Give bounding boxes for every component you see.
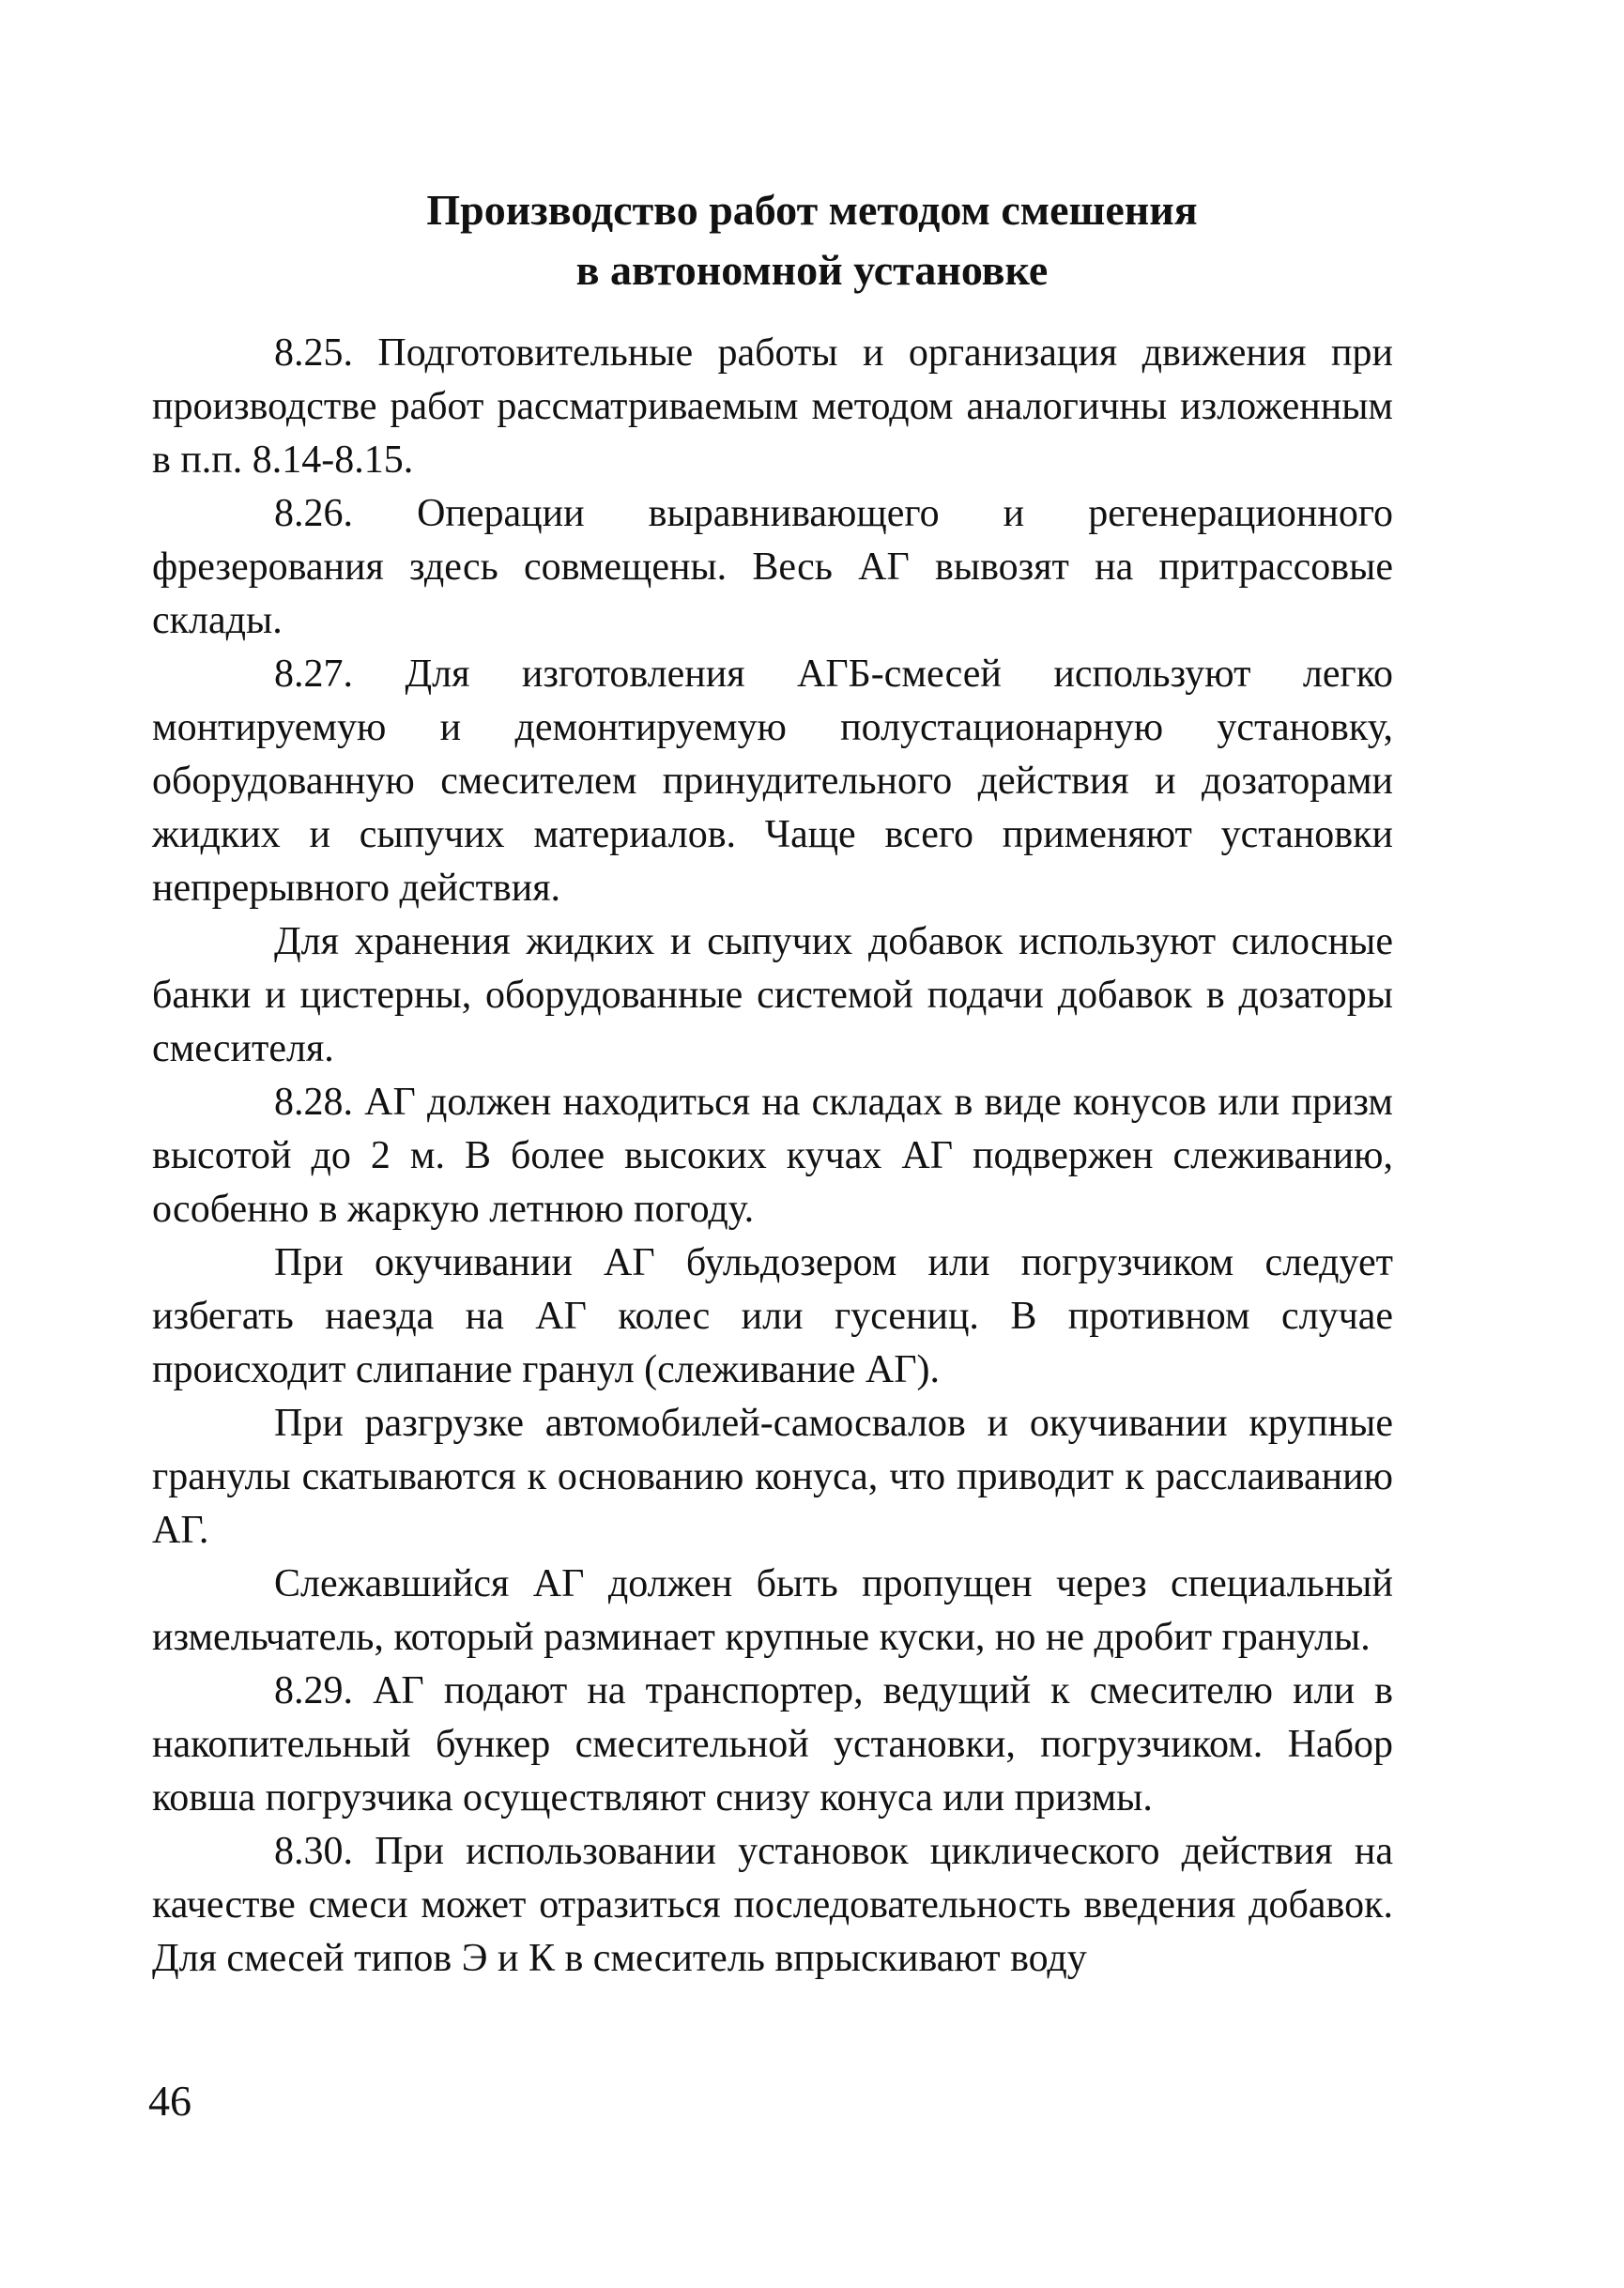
paragraph-unloading: При разгрузке автомобилей-самосвалов и окучивании крупные гранулы скатываются к основанию конуса, что приводит к расслаиванию АГ. bbox=[152, 1402, 1393, 1552]
paragraph-piling: При окучивании АГ бульдозером или погрузчиком следует избегать наезда на АГ колес или гусениц. В противном случае происходит слипание гранул (слеживание АГ). bbox=[152, 1241, 1393, 1391]
paragraph-8-30: 8.30. При использовании установок циклического действия на качестве смеси может отразиться последовательность введения добавок. Для смесей типов Э и К в смеситель впрыскивают воду bbox=[152, 1830, 1393, 1980]
paragraph-8-25: 8.25. Подготовительные работы и организация движения при производстве работ рассматриваемым методом аналогичны изложенным в п.п. 8.14-8.15. bbox=[152, 331, 1393, 482]
body-text bbox=[152, 327, 1393, 1986]
page-number: 46 bbox=[148, 2077, 192, 2125]
paragraph-8-29: 8.29. АГ подают на транспортер, ведущий к смесителю или в накопительный бункер смесительной установки, погрузчиком. Набор ковша погрузчика осуществляют снизу конуса или призмы. bbox=[152, 1669, 1393, 1820]
paragraph-storage: Для хранения жидких и сыпучих добавок используют силосные банки и цистерны, оборудованные системой подачи добавок в дозаторы смесителя. bbox=[152, 920, 1393, 1070]
heading-line-1: Производство работ методом смешения bbox=[426, 186, 1198, 234]
paragraph-8-27: 8.27. Для изготовления АГБ-смесей используют легко монтируемую и демонтируемую полустационарную установку, оборудованную смесителем принудительного действия и дозаторами жидких и сыпучих материалов. Чаще всего применяют установки непрерывного действия. bbox=[152, 653, 1393, 910]
paragraph-8-26: 8.26. Операции выравнивающего и регенерационного фрезерования здесь совмещены. Весь АГ вывозят на притрассовые склады. bbox=[152, 492, 1393, 642]
paragraph-crusher: Слежавшийся АГ должен быть пропущен через специальный измельчатель, который разминает крупные куски, но не дробит гранулы. bbox=[152, 1562, 1393, 1659]
paragraph-8-28: 8.28. АГ должен находиться на складах в виде конусов или призм высотой до 2 м. В более высоких кучах АГ подвержен слеживанию, особенно в жаркую летнюю погоду. bbox=[152, 1081, 1393, 1231]
section-heading bbox=[0, 180, 1624, 300]
heading-line-2: в автономной установке bbox=[575, 246, 1049, 294]
